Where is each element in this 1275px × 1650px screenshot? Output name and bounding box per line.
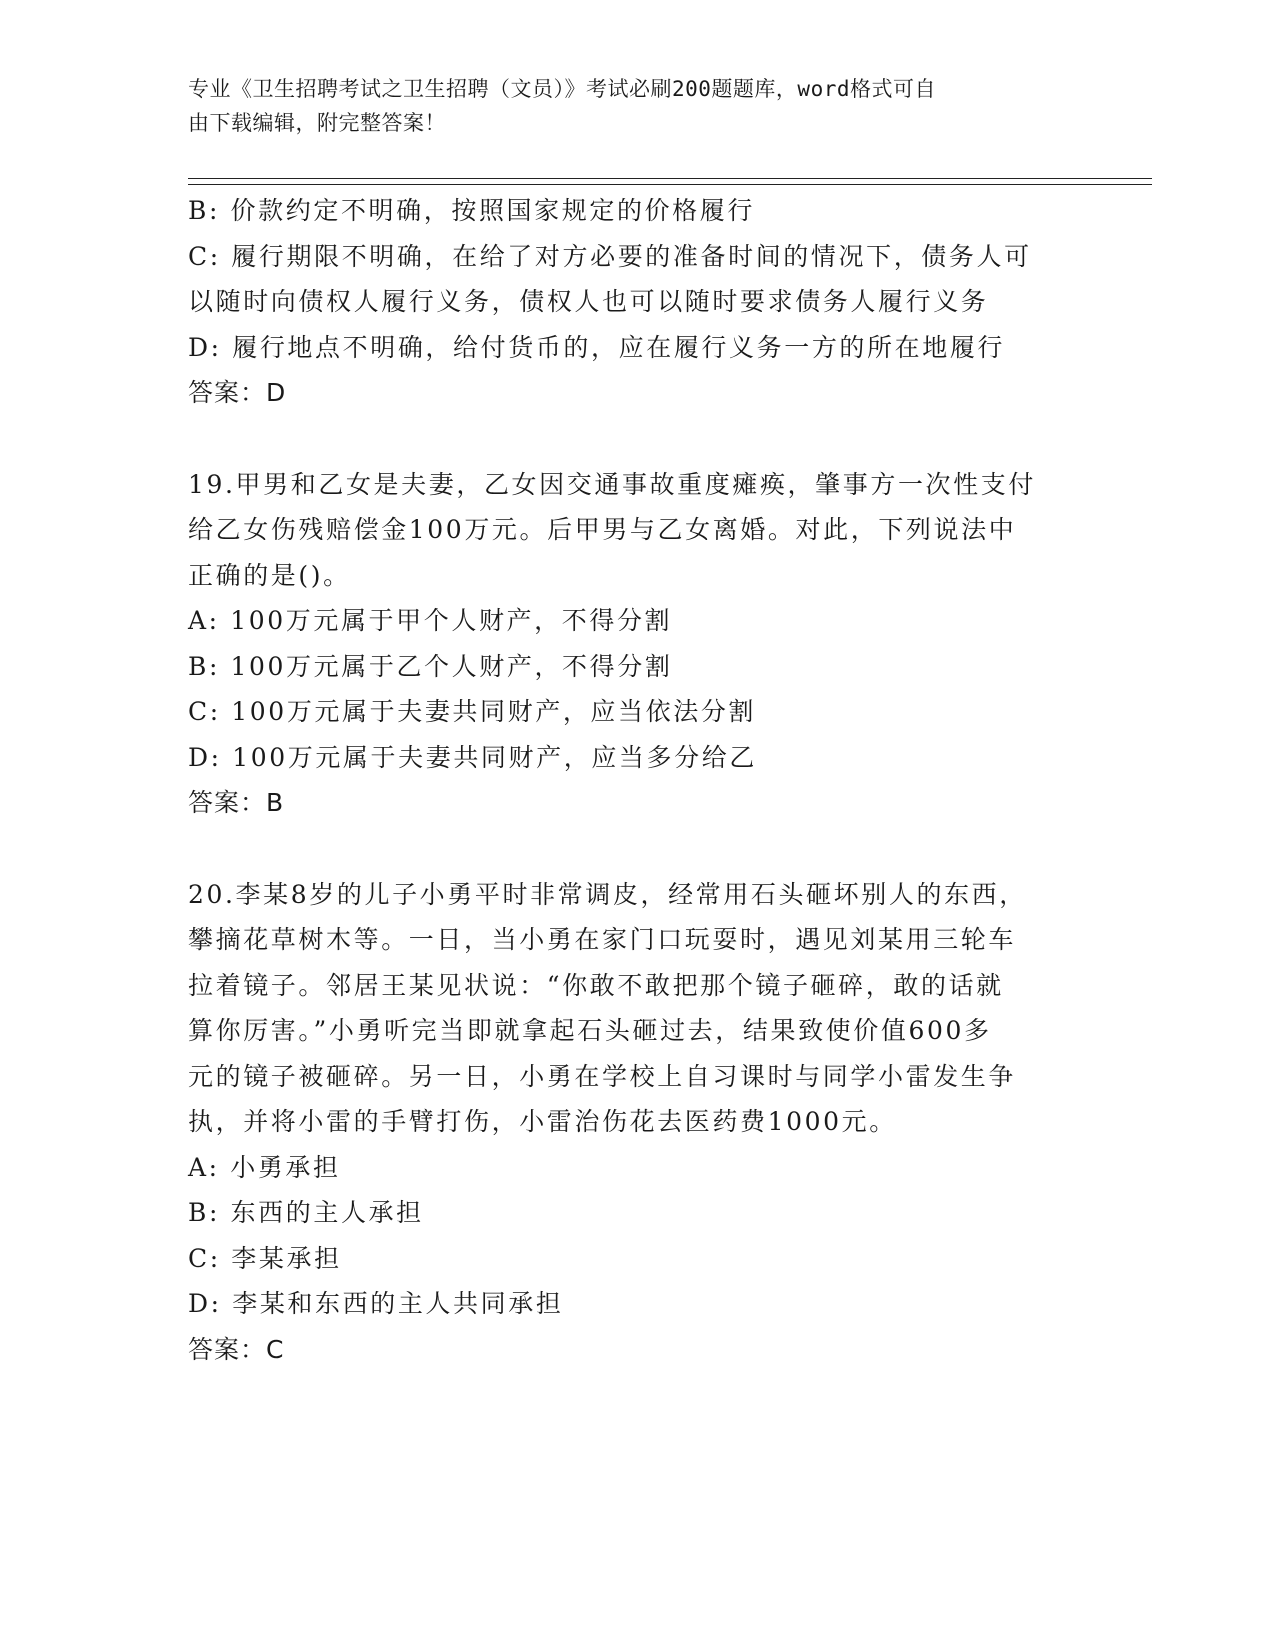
question-stem-line: 元的镜子被砸碎。另一日，小勇在学校上自习课时与同学小雷发生争 [188,1061,1017,1091]
spacer [188,416,1088,462]
question-stem-line: 20.李某8岁的儿子小勇平时非常调皮，经常用石头砸坏别人的东西， [188,879,1027,909]
question-19 [188,462,1088,826]
option-b: B: 东西的主人承担 [188,1198,424,1227]
question-stem-line: 给乙女伤残赔偿金100万元。后甲男与乙女离婚。对此，下列说法中 [188,515,1017,544]
option-d: D: 履行地点不明确，给付货币的，应在履行义务一方的所在地履行 [188,332,1006,362]
question-stem-line: 19.甲男和乙女是夫妻，乙女因交通事故重度瘫痪，肇事方一次性支付 [188,469,1036,499]
option-b: B: 100万元属于乙个人财产，不得分割 [188,651,673,681]
header-line-1: 专业《卫生招聘考试之卫生招聘（文员）》考试必刷200题题库，word格式可自 [188,77,936,101]
document-body [188,188,1088,1372]
answer-line: 答案：C [188,1334,285,1364]
option-d: D: 李某和东西的主人共同承担 [188,1289,564,1318]
page-header [188,72,1068,140]
header-line-2: 由下载编辑，附完整答案！ [188,111,446,135]
option-a: A: 100万元属于甲个人财产，不得分割 [188,606,673,635]
question-stem-line: 正确的是()。 [188,560,351,590]
header-double-rule [188,178,1152,185]
answer-line: 答案：B [188,788,285,817]
spacer [188,826,1088,872]
question-20 [188,872,1088,1373]
option-c-continued: 以随时向债权人履行义务，债权人也可以随时要求债务人履行义务 [188,287,989,316]
question-stem-line: 算你厉害。”小勇听完当即就拿起石头砸过去，结果致使价值600多 [188,1016,992,1045]
answer-line: 答案：D [188,378,287,407]
previous-question-tail [188,188,1088,416]
question-stem-line: 拉着镜子。邻居王某见状说：“你敢不敢把那个镜子砸碎，敢的话就 [188,970,1004,1000]
option-c: C: 履行期限不明确，在给了对方必要的准备时间的情况下，债务人可 [188,241,1032,271]
option-c: C: 100万元属于夫妻共同财产，应当依法分割 [188,697,757,726]
question-stem-line: 攀摘花草树木等。一日，当小勇在家门口玩耍时，遇见刘某用三轮车 [188,925,1017,954]
question-stem-line: 执，并将小雷的手臂打伤，小雷治伤花去医药费1000元。 [188,1107,897,1136]
option-b: B: 价款约定不明确，按照国家规定的价格履行 [188,196,755,225]
option-d: D: 100万元属于夫妻共同财产，应当多分给乙 [188,742,757,772]
option-c: C: 李某承担 [188,1243,342,1273]
option-a: A: 小勇承担 [188,1152,341,1182]
